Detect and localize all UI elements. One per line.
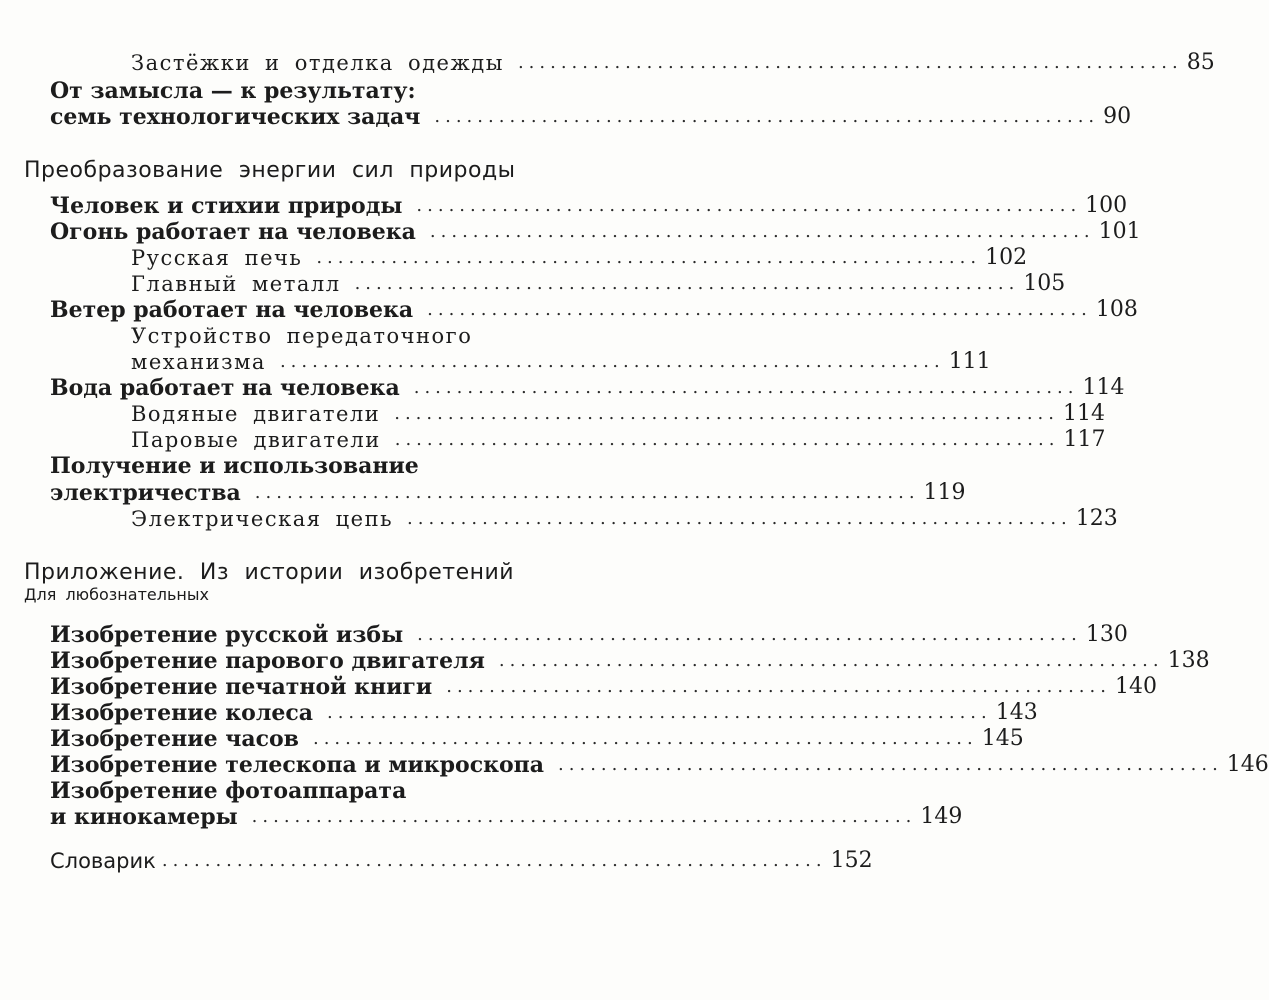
toc-page-number: 85 [1186,50,1215,75]
toc-page-number: 108 [1095,297,1138,322]
toc-page-number: 123 [1075,506,1118,531]
toc-entry-title: Устройство передаточного [131,324,473,348]
dot-leader: .............................................................. [413,377,1079,398]
toc-entry [0,646,1210,674]
toc-page-number: 119 [923,480,966,505]
dot-leader: .............................................................. [354,273,1020,294]
toc-entry [0,399,1105,427]
toc-entry-title: От замысла — к результату: [50,78,416,104]
toc-entry-title: Изобретение фотоаппарата [50,778,407,804]
toc-entry-title: Застёжки и отделка одежды [131,51,504,75]
toc-page-number: 90 [1103,104,1132,129]
toc-entry-title: Изобретение часов [50,726,299,752]
dot-leader: .............................................................. [254,482,920,503]
toc-entry-title: Паровые двигатели [131,428,381,452]
toc-entry-title: Изобретение телескопа и микроскопа [50,752,545,778]
toc-entry [0,269,1066,297]
toc-entry-title: Ветер работает на человека [50,297,414,323]
toc-entry [0,451,750,479]
toc-entry-title: и кинокамеры [50,804,238,830]
toc-entry-title: Изобретение колеса [50,700,313,726]
section-title: Приложение. Из истории изобретений [24,560,515,585]
section-subheading [0,584,750,608]
dot-leader: .............................................................. [279,351,945,372]
toc-entry [0,698,1038,726]
toc-entry-title: Получение и использование [50,453,419,479]
dot-leader: .............................................................. [251,806,917,827]
dot-leader: .............................................................. [429,221,1095,242]
toc-page-number: 130 [1085,622,1128,647]
toc-page-number: 138 [1167,648,1210,673]
toc-entry [0,776,750,804]
dot-leader: .............................................................. [498,650,1164,671]
toc-page-number: 140 [1114,674,1157,699]
toc-page-number: 101 [1098,219,1141,244]
dot-leader: .............................................................. [326,702,992,723]
toc-page-number: 145 [981,726,1024,751]
toc-page-number: 102 [985,245,1028,270]
toc-entry [0,846,873,874]
section-subtitle: Для любознательных [24,585,209,604]
toc-entry-title: Словарик [50,849,156,873]
toc-entry-title: Изобретение парового двигателя [50,648,485,674]
toc-entry [0,724,1024,752]
dot-leader: .............................................................. [407,508,1072,529]
toc-entry-title: Главный металл [131,272,341,296]
section-heading [0,156,750,184]
toc-entry [0,347,991,375]
dot-leader: .............................................................. [416,195,1082,216]
toc-entry [0,802,963,830]
toc-entry [0,620,1128,648]
toc-entry [0,191,1128,219]
toc-entry-title: Русская печь [131,246,303,270]
toc-entry [0,102,1132,130]
dot-leader: .............................................................. [394,429,1060,450]
toc-page-number: 117 [1063,427,1106,452]
toc-entry [0,48,1215,76]
toc-entry-title: Изобретение печатной книги [50,674,433,700]
dot-leader: .............................................................. [434,106,1100,127]
dot-leader: .............................................................. [316,247,982,268]
toc-entry [0,243,1028,271]
toc-page-number: 114 [1062,401,1105,426]
toc-entry-title: Водяные двигатели [131,402,381,426]
dot-leader: .............................................................. [312,728,978,749]
toc-page-number: 114 [1082,375,1125,400]
toc-entry [0,217,1141,245]
dot-leader: .............................................................. [394,403,1059,424]
toc-entry [0,504,1118,532]
toc-page-number: 152 [830,848,873,873]
toc-entry [0,750,1269,778]
toc-entry-title: семь технологических задач [50,104,421,130]
toc-entry-title: электричества [50,480,241,506]
toc-entry [0,321,750,349]
toc-entry-title: Огонь работает на человека [50,219,416,245]
toc-entry [0,425,1106,453]
toc-entry-title: Человек и стихии природы [50,193,403,219]
toc-entry [0,295,1138,323]
toc-page-number: 100 [1085,193,1128,218]
dot-leader: .............................................................. [417,624,1082,645]
toc-page-number: 143 [995,700,1038,725]
toc-entry [0,478,966,506]
dot-leader: .............................................................. [558,754,1223,775]
toc-page-number: 146 [1226,752,1269,777]
section-title: Преобразование энергии сил природы [24,158,516,183]
toc-entry [0,76,750,104]
toc-page-number: 111 [948,349,991,374]
toc-entry-title: механизма [131,350,266,374]
toc-entry-title: Вода работает на человека [50,375,400,401]
dot-leader: .............................................................. [161,850,827,871]
toc-entry-title: Электрическая цепь [131,507,394,531]
dot-leader: .............................................................. [517,52,1183,73]
dot-leader: .............................................................. [427,299,1092,320]
toc-entry [0,373,1125,401]
toc-page-number: 149 [920,804,963,829]
dot-leader: .............................................................. [446,676,1111,697]
toc-entry-title: Изобретение русской избы [50,622,404,648]
toc-entry [0,672,1157,700]
toc-page-number: 105 [1023,271,1066,296]
